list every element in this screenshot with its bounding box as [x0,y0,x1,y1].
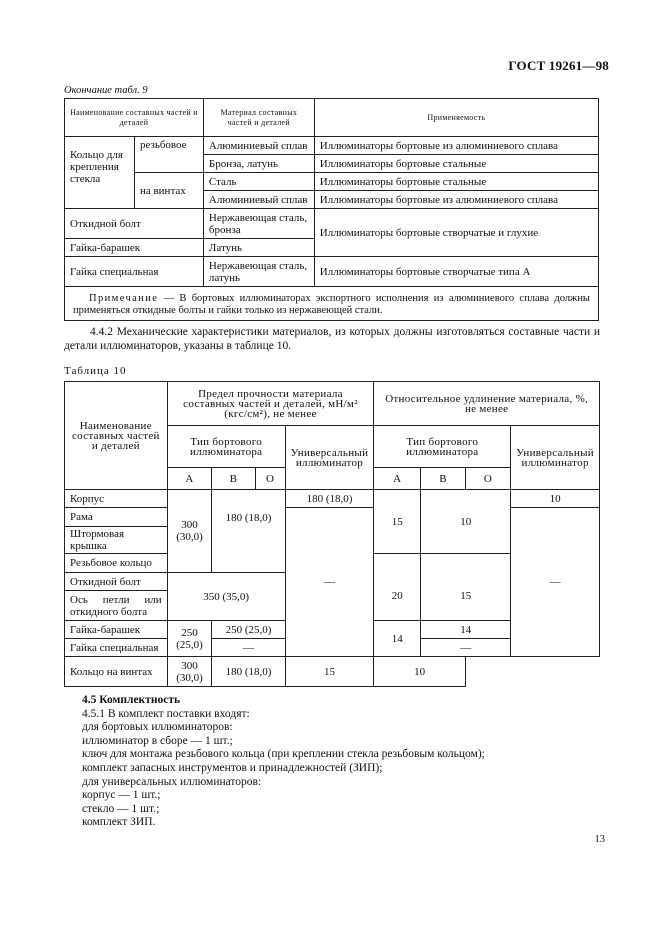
table9-cell: Иллюминаторы бортовые из алюминиевого сплава [314,137,598,155]
table9-cell: Алюминиевый сплав [203,137,314,155]
table-9 [64,98,599,321]
table9-note [65,287,599,321]
table10-col-b: В [212,468,255,490]
section-4-5 [82,694,485,830]
table9-cell: Бронза, латунь [203,155,314,173]
table10-row-label: Кольцо на винтах [65,657,168,687]
table10-row-label: Ось петли или откидного болта [65,591,168,621]
table10-cell: 250 (25,0) [167,621,212,657]
table10-cell: 14 [374,621,421,657]
table10-cell: 14 [421,621,511,639]
table9-bolt-wingnut-use: Иллюминаторы бортовые створчатые и глухие [314,209,598,257]
table10-row-label: Резьбовое кольцо [65,554,168,573]
table10-col-o: О [255,468,285,490]
section-line: комплект запасных инструментов и принадлежностей (ЗИП); [82,761,383,774]
table9-threaded-label: резьбовое [134,137,203,173]
table10-cell: 180 (18,0) [285,490,374,508]
section-line: для универсальных иллюминаторов: [82,775,262,788]
table10-cell: 15 [374,490,421,554]
table10-blank [374,554,421,573]
table10-cell: 350 (35,0) [167,573,285,621]
table10-header-type-elongation: Тип бортового иллюминатора [374,426,511,468]
page-number: 13 [594,834,605,845]
table10-cell: 10 [511,490,600,508]
table9-header-use: Применяемость [314,99,598,137]
table10-header-type-strength: Тип бортового иллюминатора [167,426,285,468]
table10-row-label: Гайка специальная [65,639,168,657]
table9-cell: Иллюминаторы бортовые стальные [314,155,598,173]
paragraph-4-4-2: 4.4.2 Механические характеристики материалов, из которых должны изготовляться составные части и детали иллюминаторов, указаны в таблице 10. [64,326,600,352]
table10-col-b-elong: В [421,468,466,490]
table9-bolt-material: Нержавеющая сталь, бронза [203,209,314,239]
document-header: ГОСТ 19261—98 [508,58,609,73]
table10-cell: — [285,508,374,657]
table10-row-label: Гайка-барашек [65,621,168,639]
table10-header-universal-elongation: Универсальный иллюминатор [511,426,600,490]
table-10 [64,381,600,687]
section-line: для бортовых иллюминаторов: [82,721,233,734]
table9-ring-label: Кольцо для крепления стекла [65,137,135,209]
table10-cell: 10 [421,490,511,554]
table9-header-name: Наименование составных частей и деталей [65,99,204,137]
table10-caption: Таблица 10 [64,365,127,377]
table10-header-name: Наименование составных частей и деталей [65,382,168,490]
table10-cell: 20 [374,573,421,621]
table9-bolt-name: Откидной болт [65,209,204,239]
table10-cell: 300 (30,0) [167,490,212,573]
table10-header-elongation: Относительное удлинение материала, %, не менее [374,382,600,426]
section-line: 4.5.1 В комплект поставки входят: [82,707,250,720]
table10-col-o-elong: О [465,468,510,490]
table9-note-label: Примечание [89,293,159,304]
table10-cell: — [421,639,511,657]
table10-col-a: А [167,468,212,490]
section-line: ключ для монтажа резьбового кольца (при креплении стекла резьбовым кольцом); [82,748,485,761]
table9-special-nut-name: Гайка специальная [65,257,204,287]
table10-header-universal-strength: Универсальный иллюминатор [285,426,374,490]
table9-header-material: Материал составных частей и деталей [203,99,314,137]
table10-cell: 15 [421,573,511,621]
table10-cell: 15 [285,657,374,687]
table9-special-nut-material: Нержавеющая сталь, латунь [203,257,314,287]
table10-header-strength: Предел прочности материала составных частей и деталей, мН/м² (кгс/см²), не менее [167,382,374,426]
table9-continuation-label: Окончание табл. 9 [64,85,148,96]
table10-blank [421,554,511,573]
table10-cell: 10 [374,657,466,687]
table9-note-text: — В бортовых иллюминаторах экспортного исполнения из алюминиевого сплава должны применяться откидные болты и гайки только из нержавеющей стали. [73,293,590,316]
table10-row-label: Корпус [65,490,168,508]
section-title: 4.5 Комплектность [82,694,181,706]
table10-cell: — [511,508,600,657]
table9-special-nut-use: Иллюминаторы бортовые створчатые типа А [314,257,598,287]
section-line: иллюминатор в сборе — 1 шт.; [82,734,233,747]
table10-row-label: Рама [65,508,168,527]
section-line: комплект ЗИП. [82,816,156,829]
table10-cell: — [212,639,285,657]
table9-wingnut-name: Гайка-барашек [65,239,204,257]
table10-cell: 300 (30,0) [167,657,212,687]
table9-screws-label: на винтах [134,173,203,209]
table9-cell: Алюминиевый сплав [203,191,314,209]
section-line: корпус — 1 шт.; [82,789,161,802]
table10-row-label: Штормовая крышка [65,527,168,554]
table9-wingnut-material: Латунь [203,239,314,257]
table10-cell: 180 (18,0) [212,490,285,573]
table9-cell: Иллюминаторы бортовые из алюминиевого сплава [314,191,598,209]
table10-cell: 180 (18,0) [212,657,285,687]
table9-cell: Иллюминаторы бортовые стальные [314,173,598,191]
table10-row-label: Откидной болт [65,573,168,591]
table9-cell: Сталь [203,173,314,191]
table10-cell: 250 (25,0) [212,621,285,639]
table10-col-a-elong: А [374,468,421,490]
section-line: стекло — 1 шт.; [82,802,160,815]
